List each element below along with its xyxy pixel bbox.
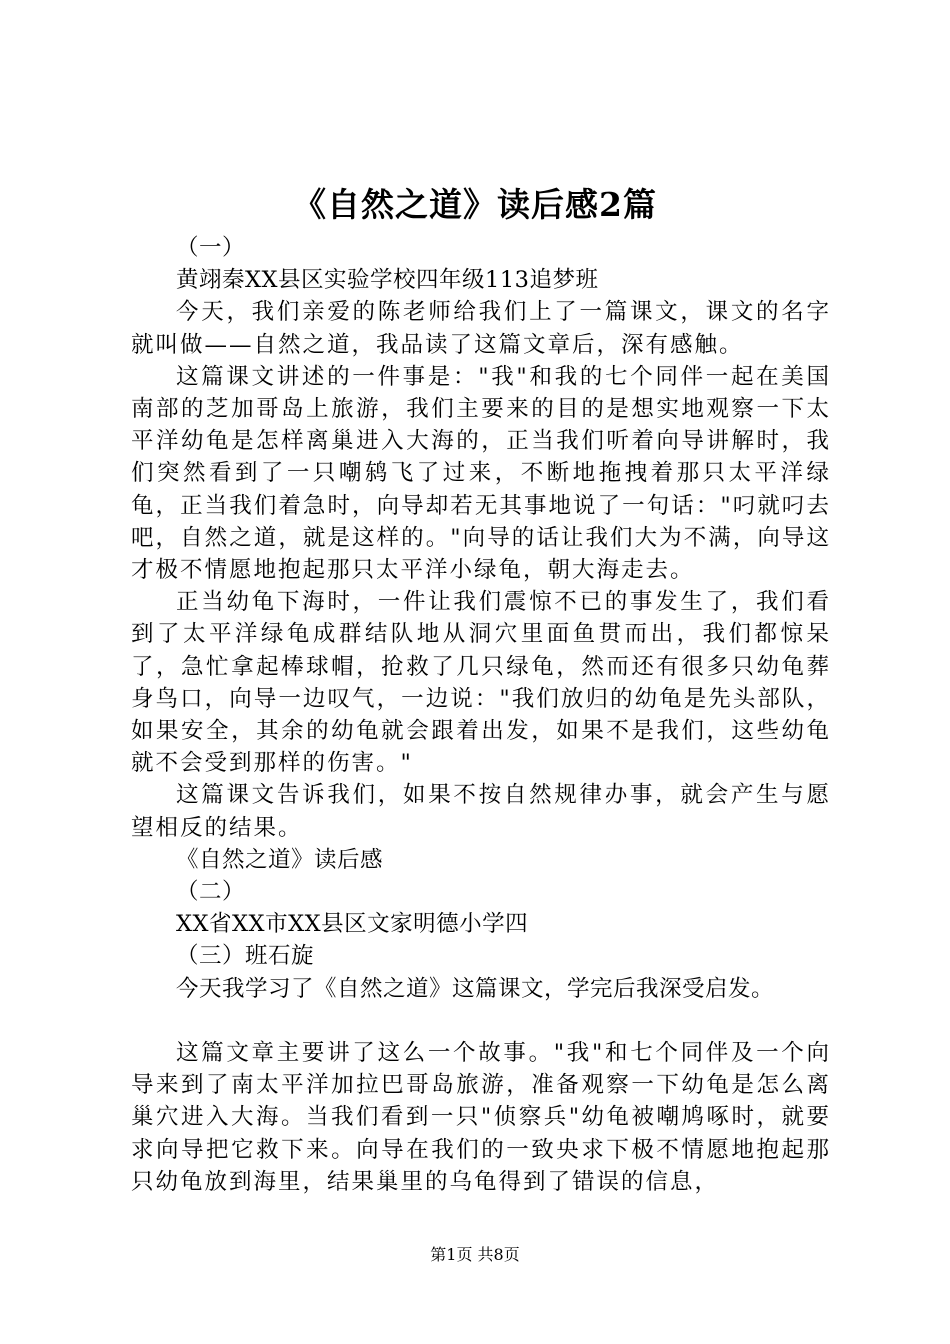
body-paragraph: 这篇课文告诉我们，如果不按自然规律办事，就会产生与愿望相反的结果。 <box>131 782 831 841</box>
blank-line <box>131 1005 831 1037</box>
document-title: 《自然之道》读后感2篇 <box>293 185 657 224</box>
body-paragraph: 这篇课文讲述的一件事是："我"和我的七个同伴一起在美国南部的芝加哥岛上旅游，我们主要来的目的是想实地观察一下太平洋幼龟是怎样离巢进入大海的，正当我们听着向导讲解时，我们突然看到了一只嘲鸫飞了过来，不断地拖拽着那只太平洋绿龟，正当我们着急时，向导却若无其事地说了一句话："叼就叼去吧，自然之道，就是这样的。"向导的话让我们大为不满，向导这才极不情愿地抱起那只太平洋小绿龟，朝大海走去。 <box>131 363 831 584</box>
section-heading-one: （一） <box>176 235 246 261</box>
author-class-line: （三）班石旋 <box>176 943 315 970</box>
body-paragraph: 这篇文章主要讲了这么一个故事。"我"和七个同伴及一个向导来到了南太平洋加拉巴哥岛旅游，准备观察一下幼龟是怎么离巢穴进入大海。当我们看到一只"侦察兵"幼龟被嘲鸠啄时，就要求向导把它救下来。向导在我们的一致央求下极不情愿地抱起那只幼龟放到海里，结果巢里的乌龟得到了错误的信息， <box>131 1040 831 1195</box>
body-paragraph: 今天，我们亲爱的陈老师给我们上了一篇课文，课文的名字就叫做——自然之道，我品读了这篇文章后，深有感触。 <box>131 299 831 358</box>
section-heading-two: （二） <box>176 879 246 906</box>
author-school-line: XX省XX市XX县区文家明德小学四 <box>176 911 529 938</box>
document-body <box>131 232 831 1198</box>
body-paragraph: 正当幼龟下海时，一件让我们震惊不已的事发生了，我们看到了太平洋绿龟成群结队地从洞穴里面鱼贯而出，我们都惊呆了，急忙拿起棒球帽，抢救了几只绿龟，然而还有很多只幼龟葬身鸟口，向导一边叹气，一边说："我们放归的幼龟是先头部队，如果安全，其余的幼龟就会跟着出发，如果不是我们，这些幼龟就不会受到那样的伤害。" <box>131 589 831 777</box>
body-paragraph: 今天我学习了《自然之道》这篇课文，学完后我深受启发。 <box>176 975 775 1002</box>
author-line-one: 黄翊秦XX县区实验学校四年级113追梦班 <box>176 267 599 294</box>
sub-title-line: 《自然之道》读后感 <box>176 846 384 873</box>
page-footer: 第1页 共8页 <box>430 1245 520 1264</box>
